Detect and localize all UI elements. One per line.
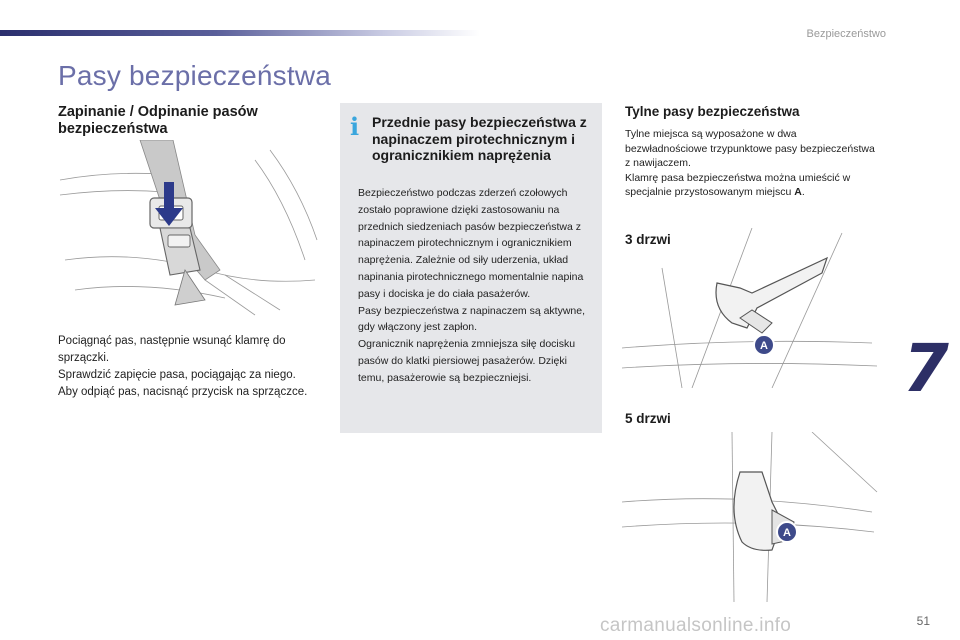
fastening-text-1: Pociągnąć pas, następnie wsunąć klamrę do sprzączki. (58, 335, 286, 364)
info-text-2: Pasy bezpieczeństwa z napinaczem są aktywne, gdy włączony jest zapłon. (358, 304, 586, 334)
fastening-text-2: Sprawdzić zapięcie pasa, pociągając za niego. (58, 369, 296, 381)
rear-text-2-main: Klamrę pasa bezpieczeństwa można umieścić w specjalnie przystosowanym miejscu (625, 171, 851, 198)
info-box (340, 103, 602, 433)
callout-a-label: A (760, 340, 768, 352)
three-door-heading: 3 drzwi (625, 232, 671, 247)
page-number: 51 (916, 614, 930, 628)
chapter-number: 7 (903, 330, 949, 407)
three-door-illustration (622, 228, 880, 388)
info-body (358, 185, 594, 387)
rear-marker: A (794, 186, 802, 198)
page-title: Pasy bezpieczeństwa (58, 60, 332, 91)
info-text-3: Ogranicznik naprężenia zmniejsza siłę docisku pasów do klatki piersiowej pasażerów. Dzięki temu, pasażerowie są bezpieczniejsi. (358, 338, 576, 384)
callout-a-label-2: A (783, 527, 791, 539)
section-label: Bezpieczeństwo (806, 28, 886, 40)
rear-text-1: Tylne miejsca są wyposażone w dwa bezwładnościowe trzypunktowe pasy bezpieczeństwa z nawijaczem. (625, 128, 875, 169)
callout-a-icon-2 (777, 522, 797, 542)
fastening-heading: Zapinanie / Odpinanie pasów bezpieczeństwa (58, 104, 258, 137)
header-bar (0, 30, 480, 36)
info-text-1: Bezpieczeństwo podczas zderzeń czołowych zostało poprawione dzięki zastosowaniu na przednich siedzeniach pasów bezpieczeństwa z napinaczem pirotechnicznym i ogranicznikiem naprężenia. Zależnie od siły uderzenia, układ napinania pirotechnicznego momentalnie napina pasy i dociska je do ciała pasażerów. (358, 187, 584, 300)
fastening-text (58, 333, 320, 401)
buckle-illustration (55, 140, 320, 320)
rear-heading: Tylne pasy bezpieczeństwa (625, 104, 800, 119)
info-heading: Przednie pasy bezpieczeństwa z napinaczem pirotechnicznym i ogranicznikiem naprężenia (372, 114, 587, 163)
fastening-text-3: Aby odpiąć pas, nacisnąć przycisk na sprzączce. (58, 386, 308, 398)
callout-a-icon (754, 335, 774, 355)
rear-text (625, 127, 880, 200)
info-icon: i (350, 112, 360, 141)
rear-marker-suffix: . (801, 186, 805, 198)
rear-text-2 (625, 171, 880, 200)
five-door-heading: 5 drzwi (625, 411, 671, 426)
five-door-illustration (622, 432, 880, 602)
watermark: carmanualsonline.info (600, 615, 792, 636)
